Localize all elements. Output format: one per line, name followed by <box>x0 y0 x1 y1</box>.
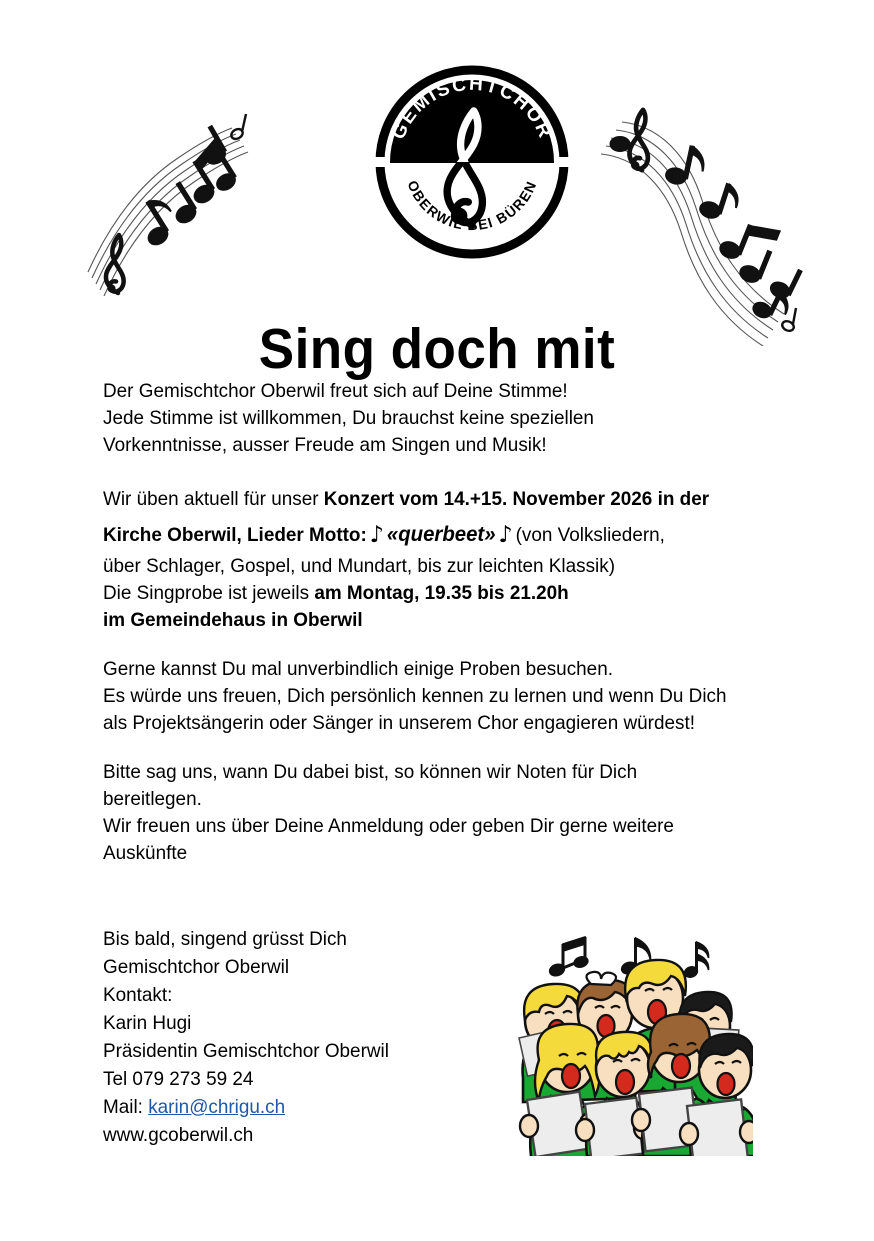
contact-mail-line <box>103 1093 389 1121</box>
choir-name: Gemischtchor Oberwil <box>103 956 290 978</box>
notes-request-line-3: Wir freuen uns über Deine Anmeldung oder geben Dir gerne weitere <box>103 815 674 837</box>
gemischtchor-oberwil-logo <box>374 64 570 260</box>
invitation-paragraph <box>103 656 782 737</box>
treble-clef-icon <box>629 110 647 170</box>
rehearsal-time-line <box>103 580 782 607</box>
concert-details: Konzert vom 14.+15. November 2026 in der <box>323 488 710 510</box>
rehearsal-lead-in: Die Singprobe ist jeweils <box>103 582 315 604</box>
intro-line-3: Vorkenntnisse, ausser Freude am Singen und Musik! <box>103 434 547 456</box>
intro-line-2: Jede Stimme ist willkommen, Du brauchst keine speziellen <box>103 407 594 429</box>
rehearsal-venue: im Gemeindehaus in Oberwil <box>103 609 363 631</box>
music-note-icon-right: ♪ <box>498 522 513 548</box>
logo-top-text: GEMISCHTCHOR <box>388 73 556 143</box>
notes-request-line-2: bereitlegen. <box>103 788 202 810</box>
concert-line <box>103 481 782 517</box>
singing-choir-clipart <box>505 928 753 1156</box>
concert-lead-in: Wir üben aktuell für unser <box>103 488 324 510</box>
motto-text: «querbeet» <box>386 523 496 546</box>
invitation-line-1: Gerne kannst Du mal unverbindlich einige Proben besuchen. <box>103 658 613 680</box>
page-title: Sing doch mit <box>258 317 616 382</box>
music-staff-swirl-right <box>598 78 806 346</box>
music-note-icon-left: ♪ <box>369 522 384 548</box>
email-link[interactable]: karin@chrigu.ch <box>148 1096 286 1118</box>
notes-request-line-4: Auskünfte <box>103 842 188 864</box>
contact-block <box>103 925 389 1149</box>
intro-paragraph <box>103 378 782 459</box>
rehearsal-time: am Montag, 19.35 bis 21.20h <box>314 582 569 604</box>
contact-label: Kontakt: <box>103 984 173 1006</box>
notes-request-paragraph <box>103 759 782 867</box>
flyer-body <box>103 378 782 867</box>
contact-role: Präsidentin Gemischtchor Oberwil <box>103 1040 389 1062</box>
notes-request-line-1: Bitte sag uns, wann Du dabei bist, so können wir Noten für Dich <box>103 761 638 783</box>
genres-tail: (von Volksliedern, <box>515 524 665 546</box>
contact-person: Karin Hugi <box>103 1012 192 1034</box>
closing-line: Bis bald, singend grüsst Dich <box>103 928 347 950</box>
genres-line-2: über Schlager, Gospel, und Mundart, bis zur leichten Klassik) <box>103 555 616 577</box>
music-staff-swirl-left <box>74 96 264 296</box>
contact-phone: Tel 079 273 59 24 <box>103 1068 254 1090</box>
invitation-line-2: Es würde uns freuen, Dich persönlich kennen zu lernen und wenn Du Dich <box>103 685 727 707</box>
contact-website: www.gcoberwil.ch <box>103 1124 254 1146</box>
mail-label: Mail: <box>103 1096 149 1118</box>
motto-line <box>103 517 782 553</box>
rehearsal-paragraph <box>103 481 782 634</box>
church-and-motto-label: Kirche Oberwil, Lieder Motto: <box>103 524 367 546</box>
invitation-line-3: als Projektsängerin oder Sänger in unserem Chor engagieren würdest! <box>103 712 695 734</box>
logo-bottom-text: OBERWIL BEI BÜREN <box>404 178 540 234</box>
intro-line-1: Der Gemischtchor Oberwil freut sich auf Deine Stimme! <box>103 380 568 402</box>
